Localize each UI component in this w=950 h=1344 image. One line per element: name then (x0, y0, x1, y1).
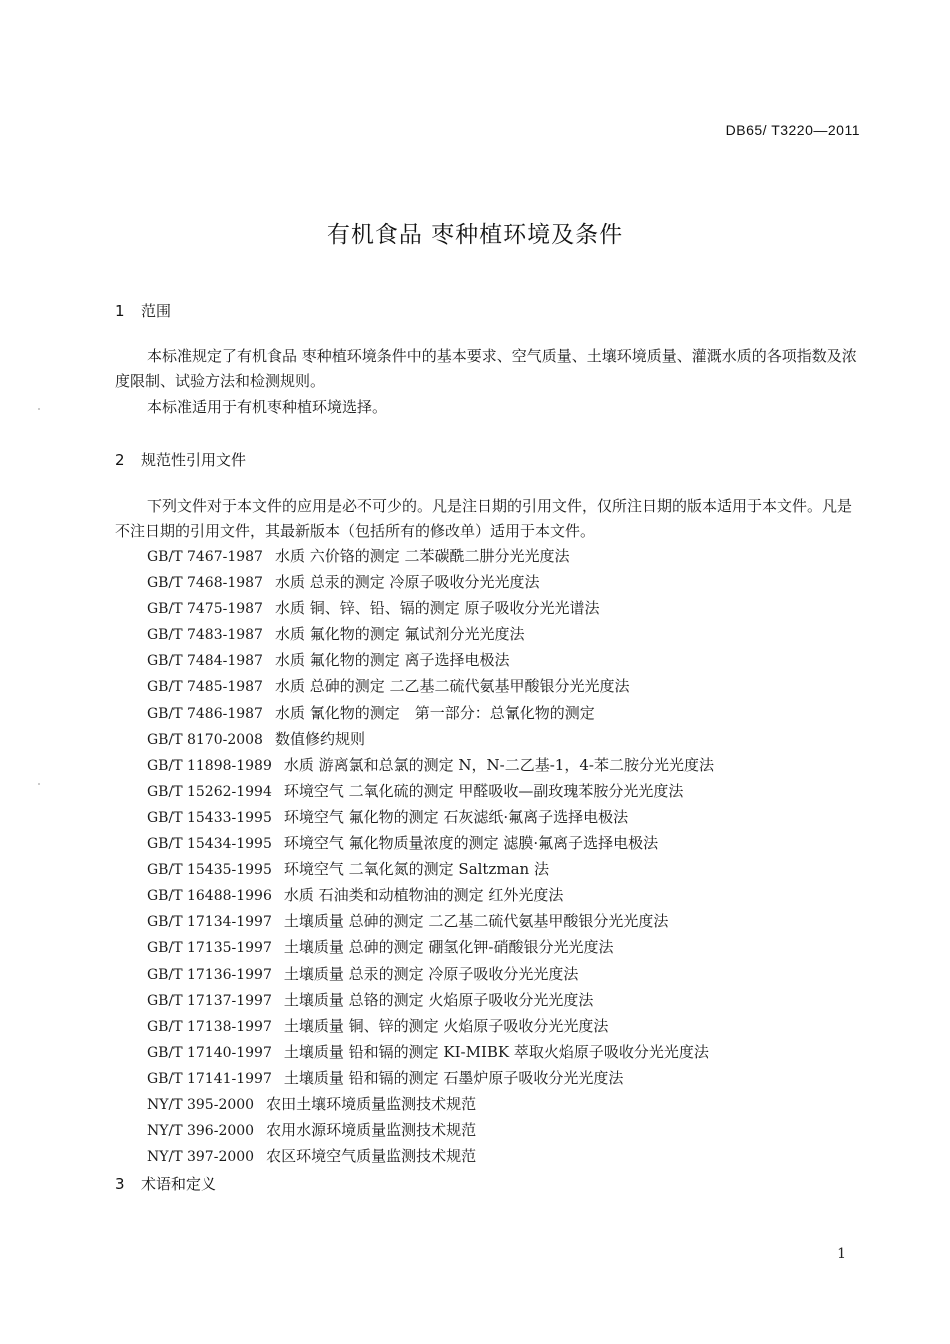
reference-item (147, 753, 714, 779)
page-number: 1 (837, 1246, 846, 1262)
reference-item (147, 648, 714, 674)
reference-code: GB/T 17141-1997 (147, 1070, 272, 1087)
reference-item (147, 1014, 714, 1040)
reference-item (147, 1118, 714, 1144)
reference-title: 水质 石油类和动植物油的测定 红外光度法 (283, 886, 564, 905)
reference-code: GB/T 8170-2008 (147, 731, 263, 748)
reference-code: GB/T 17134-1997 (147, 914, 272, 931)
reference-title: 土壤质量 铅和镉的测定 石墨炉原子吸收分光光度法 (283, 1068, 624, 1087)
reference-code: GB/T 7483-1987 (147, 627, 263, 644)
section-title: 规范性引用文件 (141, 451, 247, 469)
reference-title: 农区环境空气质量监测技术规范 (266, 1147, 477, 1166)
reference-code: GB/T 7467-1987 (147, 549, 263, 565)
reference-title: 土壤质量 总铬的测定 火焰原子吸收分光光度法 (283, 990, 594, 1009)
reference-item (147, 805, 714, 831)
reference-code: GB/T 17138-1997 (147, 1018, 272, 1035)
reference-code: GB/T 7485-1987 (147, 679, 263, 696)
reference-title: 土壤质量 总砷的测定 二乙基二硫代氨基甲酸银分光光度法 (283, 912, 669, 931)
section-heading-scope (115, 300, 171, 321)
reference-item (147, 909, 714, 935)
reference-item (147, 1066, 714, 1092)
reference-title: 水质 氟化物的测定 离子选择电极法 (274, 651, 510, 670)
reference-item (147, 674, 714, 700)
reference-item (147, 883, 714, 909)
reference-code: GB/T 7475-1987 (147, 601, 263, 618)
reference-item (147, 544, 714, 570)
reference-title: 环境空气 氟化物质量浓度的测定 滤膜·氟离子选择电极法 (283, 834, 659, 853)
reference-item (147, 1144, 714, 1170)
reference-title: 环境空气 氟化物的测定 石灰滤纸·氟离子选择电极法 (283, 807, 629, 826)
document-title: 有机食品 枣种植环境及条件 (326, 222, 624, 248)
reference-item (147, 570, 714, 596)
section-heading-terms-and-definitions (115, 1173, 216, 1194)
reference-code: GB/T 7468-1987 (147, 575, 263, 592)
reference-item (147, 831, 714, 857)
reference-item (147, 622, 714, 648)
reference-code: NY/T 397-2000 (147, 1149, 255, 1166)
reference-item (147, 779, 714, 805)
reference-code: GB/T 17137-1997 (147, 992, 272, 1009)
margin-speck (38, 783, 40, 785)
reference-code: GB/T 16488-1996 (147, 888, 272, 905)
reference-title: 土壤质量 总砷的测定 硼氢化钾-硝酸银分光光度法 (283, 938, 614, 957)
reference-title: 水质 总汞的测定 冷原子吸收分光光度法 (274, 573, 540, 592)
reference-code: GB/T 11898-1989 (147, 757, 272, 774)
reference-title: 农田土壤环境质量监测技术规范 (266, 1094, 477, 1113)
reference-code: GB/T 15434-1995 (147, 836, 272, 853)
reference-title: 水质 铜、锌、铅、镉的测定 原子吸收分光光谱法 (274, 599, 600, 618)
reference-item (147, 1092, 714, 1118)
reference-item (147, 727, 714, 753)
reference-title: 水质 氟化物的测定 氟试剂分光光度法 (274, 625, 525, 644)
reference-title: 水质 游离氯和总氯的测定 N，N-二乙基-1，4-苯二胺分光光度法 (283, 755, 714, 774)
section-number: 2 (115, 451, 125, 469)
reference-title: 水质 氰化物的测定 第一部分：总氰化物的测定 (274, 703, 595, 722)
reference-item (147, 988, 714, 1014)
section-title: 术语和定义 (141, 1175, 217, 1193)
reference-code: GB/T 15433-1995 (147, 809, 272, 826)
section-number: 1 (115, 302, 125, 320)
reference-title: 土壤质量 铜、锌的测定 火焰原子吸收分光光度法 (283, 1016, 609, 1035)
scope-paragraph-1: 本标准规定了有机食品 枣种植环境条件中的基本要求、空气质量、土壤环境质量、灌溉水质的各项指数及浓度限制、试验方法和检测规则。 (115, 347, 857, 390)
standard-code: DB65/ T3220—2011 (725, 122, 860, 138)
reference-item (147, 1040, 714, 1066)
reference-title: 数值修约规则 (274, 729, 365, 748)
reference-title: 土壤质量 铅和镉的测定 KI-MIBK 萃取火焰原子吸收分光光度法 (283, 1042, 709, 1061)
reference-code: NY/T 395-2000 (147, 1096, 255, 1113)
reference-item (147, 596, 714, 622)
reference-title: 土壤质量 总汞的测定 冷原子吸收分光光度法 (283, 964, 579, 983)
section-number: 3 (115, 1175, 125, 1193)
reference-code: GB/T 15262-1994 (147, 783, 272, 800)
reference-title: 环境空气 二氧化氮的测定 Saltzman 法 (283, 860, 549, 879)
reference-title: 水质 六价铬的测定 二苯碳酰二肼分光光度法 (274, 547, 570, 565)
reference-code: NY/T 396-2000 (147, 1123, 255, 1140)
reference-code: GB/T 17136-1997 (147, 966, 272, 983)
reference-item (147, 962, 714, 988)
reference-title: 水质 总砷的测定 二乙基二硫代氨基甲酸银分光光度法 (274, 677, 630, 696)
reference-title: 环境空气 二氧化硫的测定 甲醛吸收—副玫瑰苯胺分光光度法 (283, 781, 684, 800)
reference-code: GB/T 17140-1997 (147, 1044, 272, 1061)
references-intro-paragraph: 下列文件对于本文件的应用是必不可少的。凡是注日期的引用文件，仅所注日期的版本适用于本文件。凡是不注日期的引用文件，其最新版本（包括所有的修改单）适用于本文件。 (115, 497, 853, 540)
reference-title: 农用水源环境质量监测技术规范 (266, 1121, 477, 1140)
reference-code: GB/T 7484-1987 (147, 653, 263, 670)
section-heading-normative-references (115, 449, 246, 470)
scope-paragraph-2: 本标准适用于有机枣种植环境选择。 (147, 398, 388, 416)
reference-code: GB/T 17135-1997 (147, 940, 272, 957)
reference-item (147, 701, 714, 727)
reference-list (147, 544, 714, 1170)
reference-code: GB/T 15435-1995 (147, 862, 272, 879)
reference-item (147, 935, 714, 961)
section-title: 范围 (141, 302, 172, 320)
reference-item (147, 857, 714, 883)
margin-speck (38, 408, 40, 410)
reference-code: GB/T 7486-1987 (147, 705, 263, 722)
